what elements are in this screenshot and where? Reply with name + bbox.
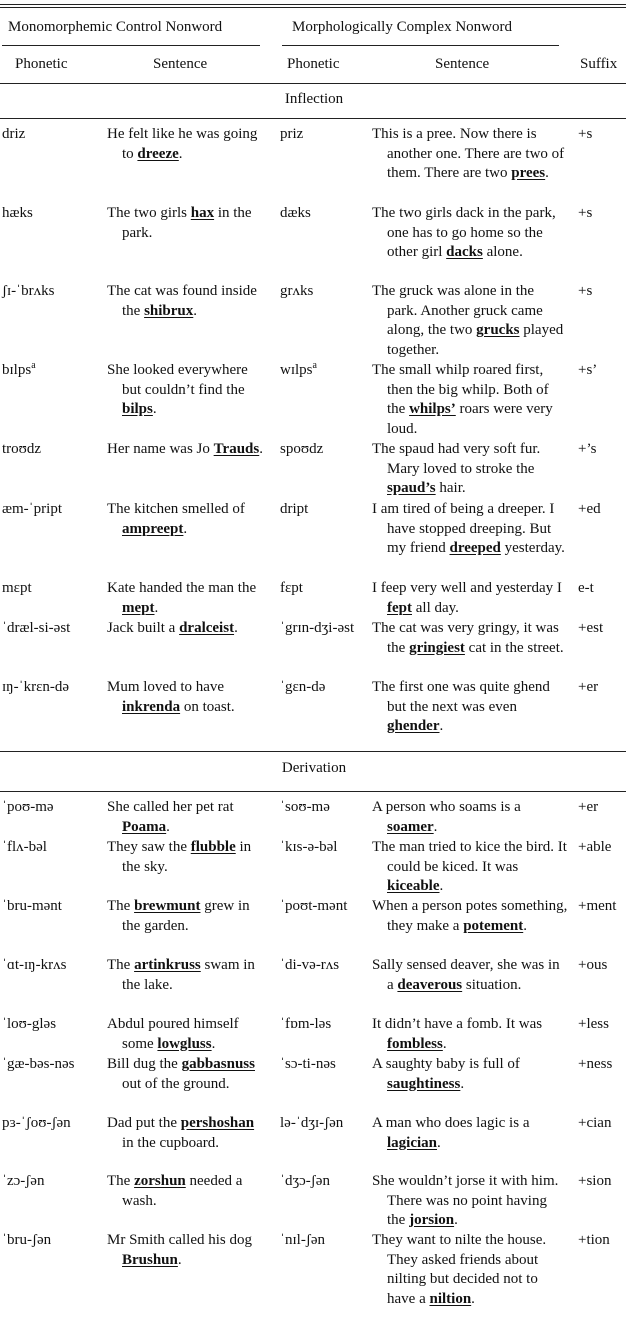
sentence-text: The kitchen smelled of [107,501,245,517]
complex-phonetic-text: ˈpoʊt-mənt [280,898,348,914]
sentence-text: Jack built a [107,620,180,636]
control-phonetic [2,361,102,381]
sentence-text: The cat was found inside the [107,283,257,319]
control-phonetic [2,619,102,639]
complex-phonetic [280,579,368,599]
sentence-text: hair. [435,480,466,496]
control-sentence [107,204,267,243]
complex-phonetic [280,1015,368,1035]
control-sentence [107,798,267,837]
complex-sentence [372,579,568,618]
complex-nonword: potement [463,917,524,934]
top-rule-inner [0,7,626,8]
complex-phonetic [280,798,368,818]
control-nonword: flubble [190,839,236,855]
sentence-text: Abdul poured himself some [107,1016,239,1052]
control-phonetic [2,1055,102,1075]
suffix-text: +cian [578,1115,612,1131]
sentence-text: all day. [412,599,459,616]
complex-phonetic [280,1231,368,1251]
control-sentence [107,619,267,639]
sentence-text: . [437,1134,441,1151]
complex-phonetic-text: ˈgrɪn-dʒi-əst [280,620,355,636]
sentence-text: He felt like he was going to [107,126,258,162]
complex-nonword: niltion [429,1290,472,1307]
complex-nonword: fept [387,599,412,616]
suffix-cell [578,798,628,818]
complex-nonword: lagician [387,1134,438,1151]
complex-phonetic [280,838,368,858]
complex-nonword: ghender [387,718,440,734]
sentence-text: The [107,898,135,914]
derivation-rule [0,791,626,792]
control-sentence [107,282,267,321]
suffix-text: +ness [578,1056,613,1072]
control-nonword: artinkruss [134,957,201,973]
header-rule [0,83,626,84]
sentence-text: alone. [482,244,523,260]
sentence-text: grew in the garden. [122,898,250,934]
sentence-text: . [259,441,263,457]
complex-phonetic [280,125,368,145]
control-nonword: gabbasnuss [181,1056,255,1072]
control-sentence [107,1015,267,1054]
control-phonetic-text: ˈɑt-ɪŋ-krʌs [2,957,67,973]
control-phonetic-text: pɜ-ˈʃoʊ-ʃən [2,1115,71,1131]
sentence-text: A person who soams is a [372,799,521,815]
sentence-text: The spaud had very soft fur. Mary loved to stroke the [372,441,541,477]
sentence-text: The [107,957,135,973]
control-phonetic [2,678,102,698]
complex-phonetic [280,440,368,460]
sentence-text: out of the ground. [122,1075,230,1092]
control-phonetic [2,204,102,224]
control-phonetic-text: ˈbru-ʃən [2,1232,52,1248]
sentence-text: The gruck was alone in the park. Another gruck came along, the two [372,283,543,338]
control-phonetic-text: ˈdræl-si-əst [2,620,71,636]
control-phonetic-text: æm-ˈpript [2,501,62,517]
complex-sentence [372,1231,568,1309]
control-phonetic-text: ʃɪ-ˈbrʌks [2,283,55,299]
sentence-text: The small whilp roared first, then the big whilp. Both of the [372,362,549,417]
complex-phonetic-text: dæks [280,205,311,221]
group-rule-left [2,45,260,46]
complex-sentence [372,282,568,360]
sentence-text: It didn’t have a fomb. It was [372,1016,543,1032]
top-rule-outer [0,4,626,5]
sentence-text: situation. [462,976,522,993]
control-nonword: mept [122,599,155,616]
complex-nonword: prees [511,165,546,181]
complex-sentence [372,1114,568,1153]
suffix-cell [578,579,628,599]
sentence-text: I am tired of being a dreeper. I have stopped dreeping. But my friend [372,501,555,556]
control-nonword: bilps [122,401,153,417]
suffix-text: +ed [578,501,601,517]
complex-phonetic-text: ˈdi-və-rʌs [280,957,340,973]
complex-sentence [372,440,568,499]
sentence-text: roars were very loud. [387,401,553,437]
suffix-text: +ous [578,957,608,973]
control-phonetic [2,1172,102,1192]
control-phonetic-text: driz [2,126,26,142]
sentence-text: . [177,1251,182,1268]
sentence-text: . [454,1212,458,1228]
suffix-text: +tion [578,1232,610,1248]
section-heading-inflection: Inflection [284,91,344,107]
complex-sentence [372,956,568,995]
suffix-text: +less [578,1016,609,1032]
sentence-text: . [211,1035,216,1052]
column-header-suffix: Suffix [580,56,618,72]
control-sentence [107,440,267,460]
suffix-cell [578,1015,628,1035]
complex-sentence [372,798,568,837]
complex-nonword: grucks [476,322,520,338]
sentence-text: I feep very well and yesterday I [372,580,562,596]
suffix-text: +er [578,799,599,815]
complex-phonetic [280,500,368,520]
complex-phonetic [280,282,368,302]
control-nonword: lowgluss [157,1035,212,1052]
complex-nonword: jorsion [409,1212,455,1228]
sentence-text: This is a pree. Now there is another one. There are two of them. There are two [372,126,565,181]
sentence-text: A man who does lagic is a [372,1115,530,1131]
suffix-cell [578,1055,628,1075]
control-nonword: brewmunt [134,898,201,914]
sentence-text: Kate handed the man the [107,580,257,596]
control-phonetic [2,125,102,145]
control-phonetic-text: ˈzɔ-ʃən [2,1173,45,1189]
complex-phonetic [280,619,368,639]
sentence-text: . [193,302,198,319]
suffix-cell [578,1231,628,1251]
complex-phonetic [280,1172,368,1192]
complex-nonword: fombless [387,1035,443,1052]
complex-sentence [372,897,568,936]
complex-nonword: dreeped [449,540,501,556]
complex-phonetic-text: ˈkɪs-ə-bəl [280,839,338,855]
complex-sentence [372,619,568,658]
control-phonetic-text: ˈloʊ-gləs [2,1016,57,1032]
column-header-phonetic-right: Phonetic [287,56,340,72]
suffix-cell [578,1172,628,1192]
control-nonword: ampreept [122,520,184,537]
control-sentence [107,361,267,420]
control-nonword: hax [190,205,215,221]
control-nonword: Brushun [122,1251,178,1268]
suffix-cell [578,897,628,917]
sentence-text: played together. [387,322,564,358]
complex-phonetic-text: spoʊdz [280,441,324,457]
complex-phonetic-text: grʌks [280,283,314,299]
complex-phonetic [280,204,368,224]
sentence-text: . [460,1075,465,1092]
suffix-text: +’s [578,441,597,457]
sentence-text: on toast. [180,698,235,715]
complex-phonetic [280,678,368,698]
sentence-text: yesterday. [500,540,565,556]
sentence-text: needed a wash. [122,1173,243,1209]
control-sentence [107,500,267,539]
sentence-text: When a person potes something, they make a [372,898,568,934]
control-phonetic [2,1015,102,1035]
sentence-text: . [433,818,438,835]
suffix-text: +able [578,839,612,855]
control-phonetic-text: troʊdz [2,441,42,457]
footnote-marker: a [312,360,317,371]
group-rule-right [282,45,559,46]
complex-phonetic-text: wɪlps [280,362,313,378]
complex-phonetic-text: fɛpt [280,580,303,596]
sentence-text: . [234,620,238,636]
sentence-text: The two girls [107,205,191,221]
complex-phonetic [280,1114,368,1134]
sentence-text: in the sky. [122,839,252,875]
control-phonetic [2,440,102,460]
suffix-text: e-t [578,580,594,596]
suffix-text: +s [578,283,593,299]
complex-nonword: soamer [387,818,434,835]
suffix-cell [578,619,628,639]
control-phonetic-text: bɪlps [2,362,32,378]
column-header-phonetic-left: Phonetic [15,56,68,72]
complex-phonetic [280,897,368,917]
sentence-text: The first one was quite ghend but the next was even [372,679,550,715]
sentence-text: A saughty baby is full of [372,1056,520,1072]
sentence-text: She looked everywhere but couldn’t find the [107,362,248,398]
sentence-text: . [439,878,444,894]
complex-nonword: kiceable [387,878,440,894]
complex-phonetic-text: ˈsɔ-ti-nəs [280,1056,336,1072]
sentence-text: in the cupboard. [122,1134,220,1151]
complex-sentence [372,838,568,897]
complex-nonword: gringiest [409,639,465,656]
suffix-cell [578,678,628,698]
control-phonetic-text: ɪŋ-ˈkrɛn-də [2,679,70,695]
control-sentence [107,579,267,618]
sentence-text: . [545,165,549,181]
complex-phonetic-text: priz [280,126,304,142]
complex-sentence [372,500,568,559]
suffix-cell [578,1114,628,1134]
suffix-cell [578,440,628,460]
complex-phonetic-text: ˈdʒɔ-ʃən [280,1173,330,1189]
complex-sentence [372,1055,568,1094]
suffix-cell [578,282,628,302]
control-nonword: dreeze [137,145,179,162]
complex-nonword: whilps’ [409,401,456,417]
control-nonword: inkrenda [122,698,181,715]
control-nonword: Poama [122,818,167,835]
control-phonetic [2,1114,102,1134]
suffix-text: +s’ [578,362,598,378]
control-phonetic-text: ˈgæ-bəs-nəs [2,1056,75,1072]
sentence-text: The [107,1173,135,1189]
complex-sentence [372,678,568,737]
control-nonword: zorshun [134,1173,186,1189]
suffix-text: +est [578,620,604,636]
complex-sentence [372,361,568,439]
control-phonetic [2,838,102,858]
complex-nonword: dacks [446,244,483,260]
suffix-text: +sion [578,1173,612,1189]
group-header-complex: Morphologically Complex Nonword [292,19,512,35]
control-sentence [107,1172,267,1211]
control-phonetic-text: ˈpoʊ-mə [2,799,54,815]
sentence-text: . [523,917,527,934]
control-phonetic [2,500,102,520]
suffix-text: +s [578,126,593,142]
sentence-text: Her name was Jo [107,441,214,457]
sentence-text: Dad put the [107,1115,181,1131]
sentence-text: . [183,520,188,537]
control-phonetic [2,282,102,302]
complex-phonetic-text: ˈgɛn-də [280,679,326,695]
column-header-sentence-left: Sentence [153,56,208,72]
control-sentence [107,1055,267,1094]
sentence-text: Sally sensed deaver, she was in a [372,957,560,993]
suffix-cell [578,838,628,858]
column-header-sentence-right: Sentence [435,56,490,72]
control-sentence [107,1114,267,1153]
complex-phonetic-text: lə-ˈdʒɪ-ʃən [280,1115,344,1131]
complex-phonetic-text: ˈnɪl-ʃən [280,1232,325,1248]
control-phonetic-text: hæks [2,205,33,221]
sentence-text: Mr Smith called his dog [107,1232,252,1248]
complex-sentence [372,1015,568,1054]
footnote-marker: a [31,360,36,371]
sentence-text: She wouldn’t jorse it with him. There was no point having the [372,1173,559,1228]
control-nonword: pershoshan [180,1115,255,1131]
sentence-text: . [442,1035,447,1052]
control-sentence [107,897,267,936]
sentence-text: cat in the street. [464,639,564,656]
complex-phonetic-text: ˈfɒm-ləs [280,1016,332,1032]
control-phonetic [2,956,102,976]
complex-sentence [372,125,568,184]
complex-phonetic-text: dript [280,501,309,517]
control-nonword: dralceist [179,620,235,636]
suffix-text: +ment [578,898,617,914]
section-heading-derivation: Derivation [281,760,347,776]
control-phonetic [2,897,102,917]
control-sentence [107,678,267,717]
sentence-text: . [152,401,157,417]
control-phonetic [2,579,102,599]
suffix-cell [578,361,628,381]
sentence-text: Bill dug the [107,1056,182,1072]
complex-nonword: spaud’s [387,480,436,496]
complex-phonetic [280,1055,368,1075]
suffix-text: +er [578,679,599,695]
sentence-text: . [154,599,159,616]
complex-nonword: saughtiness [387,1075,461,1092]
suffix-cell [578,204,628,224]
inflection-rule [0,118,626,119]
suffix-cell [578,125,628,145]
sentence-text: The two girls dack in the park, one has to go home so the other girl [372,205,556,260]
control-nonword: Trauds [213,441,260,457]
sentence-text: . [439,718,444,734]
complex-phonetic [280,956,368,976]
control-phonetic-text: ˈbru-mənt [2,898,62,914]
sentence-text: The cat was very gringy, it was the [372,620,559,656]
group-header-monomorphemic: Monomorphemic Control Nonword [8,19,223,35]
sentence-text: swam in the lake. [122,957,255,993]
control-sentence [107,125,267,164]
complex-phonetic [280,361,368,381]
sentence-text: They want to nilte the house. They asked friends about nilting but decided not to have a [372,1232,547,1307]
sentence-text: in the park. [122,205,252,241]
control-sentence [107,956,267,995]
control-phonetic [2,1231,102,1251]
control-sentence [107,838,267,877]
section-divider-rule [0,751,626,752]
suffix-text: +s [578,205,593,221]
sentence-text: . [178,145,183,162]
sentence-text: They saw the [107,839,191,855]
sentence-text: She called her pet rat [107,799,234,815]
complex-sentence [372,1172,568,1231]
control-phonetic [2,798,102,818]
control-phonetic-text: ˈflʌ-bəl [2,839,47,855]
suffix-cell [578,956,628,976]
sentence-text: . [166,818,170,835]
complex-sentence [372,204,568,263]
complex-phonetic-text: ˈsoʊ-mə [280,799,330,815]
sentence-text: Mum loved to have [107,679,225,695]
complex-nonword: deaverous [397,976,463,993]
sentence-text: . [471,1290,475,1307]
control-nonword: shibrux [144,302,194,319]
control-sentence [107,1231,267,1270]
sentence-text: The man tried to kice the bird. It could be kiced. It was [372,839,567,875]
control-phonetic-text: mɛpt [2,580,32,596]
suffix-cell [578,500,628,520]
